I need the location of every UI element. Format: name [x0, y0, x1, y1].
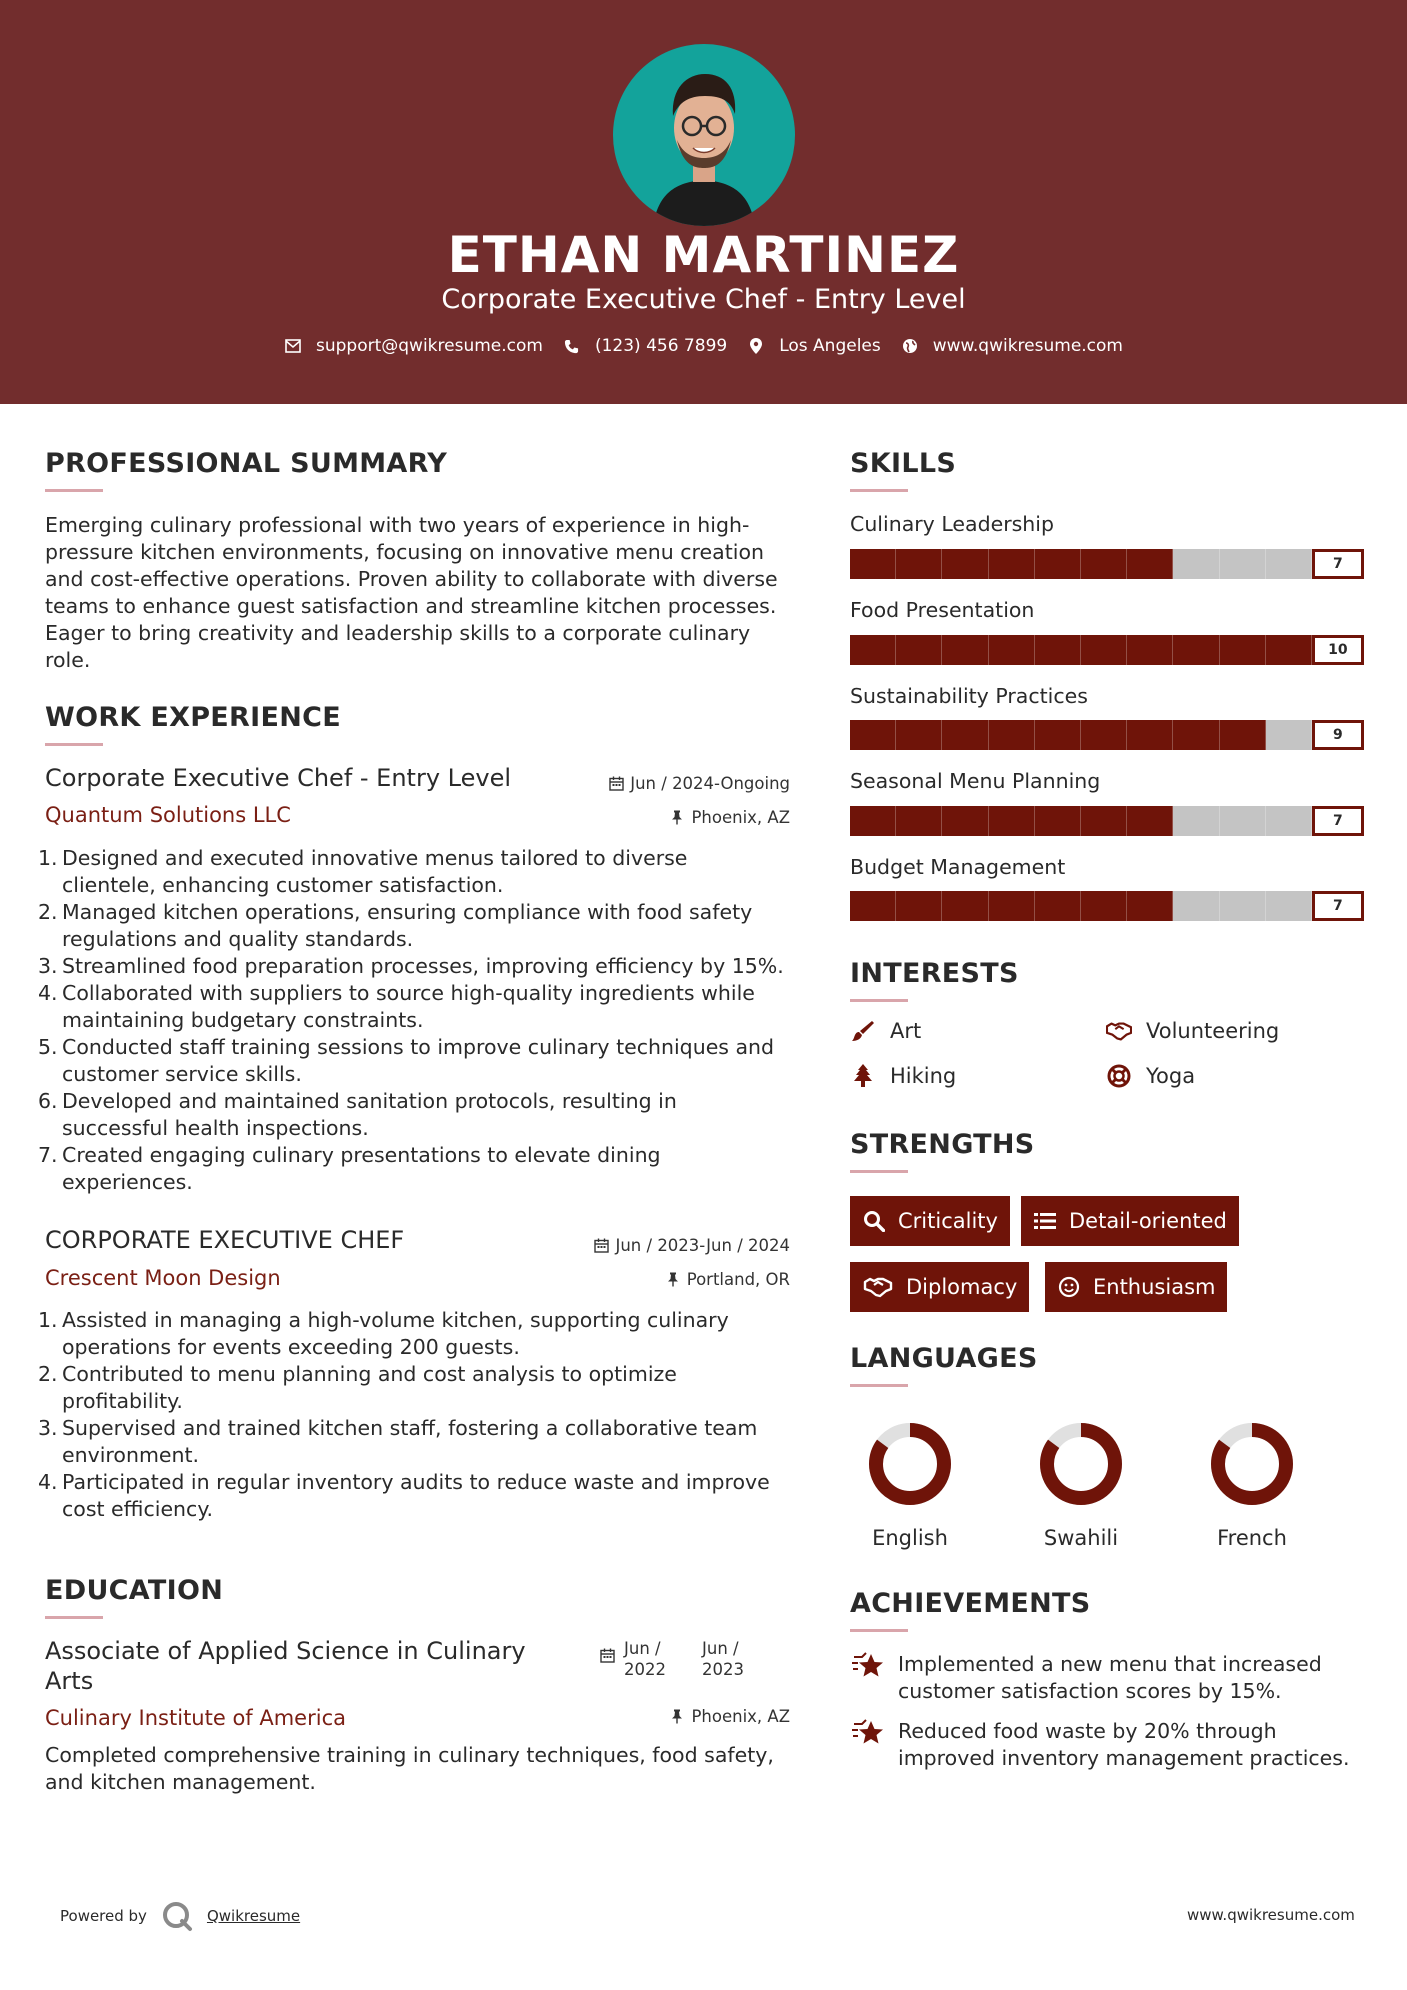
interest-label: Yoga — [1146, 1064, 1196, 1088]
skill-segment — [1266, 806, 1312, 836]
skill-segment — [1081, 720, 1127, 750]
strength-chip — [1021, 1196, 1239, 1246]
contact-location — [747, 336, 881, 356]
skill-segment — [1035, 549, 1081, 579]
pushpin-icon — [665, 1272, 681, 1288]
summary-line: Eager to bring creativity and leadership skills to a corporate culinary — [45, 621, 751, 645]
handshake-icon — [1106, 1018, 1132, 1044]
skill-value: 7 — [1312, 806, 1364, 836]
education-description: Completed comprehensive training in culinary techniques, food safety, and kitchen management. — [45, 1743, 774, 1794]
skill-segment — [1266, 635, 1312, 665]
contact-website[interactable] — [901, 336, 1123, 356]
footer-website[interactable]: www.qwikresume.com — [1187, 1906, 1355, 1924]
education-location — [600, 1707, 790, 1726]
skill-segment — [896, 549, 942, 579]
skill-name: Sustainability Practices — [850, 684, 1088, 708]
skill-segment — [1035, 806, 1081, 836]
skill-segment — [942, 806, 988, 836]
skill-segment — [896, 720, 942, 750]
achievement-item — [850, 1718, 1349, 1772]
education-heading: EDUCATION — [45, 1575, 224, 1606]
list-item: 6. Developed and maintained sanitation protocols, resulting in successful health inspections. — [38, 1089, 677, 1140]
skill-value: 9 — [1312, 720, 1364, 750]
skill-segment — [850, 891, 896, 921]
list-item: 1. Designed and executed innovative menus tailored to diverse clientele, enhancing customer satisfaction. — [38, 846, 688, 897]
strengths-heading: STRENGTHS — [850, 1129, 1035, 1160]
star-award-icon — [850, 1718, 886, 1748]
calendar-icon — [608, 776, 624, 792]
strengths-underline — [850, 1170, 908, 1173]
job-location-text: Phoenix, AZ — [691, 808, 790, 827]
company-name: Quantum Solutions LLC — [45, 803, 291, 827]
skills-heading: SKILLS — [850, 448, 957, 479]
job-date-text: Jun / 2024-Ongoing — [630, 774, 790, 793]
strength-chip — [1045, 1262, 1227, 1312]
skill-segment — [1266, 720, 1312, 750]
skill-segment — [1035, 891, 1081, 921]
candidate-title: Corporate Executive Chef - Entry Level — [441, 284, 966, 315]
skill-segment — [1035, 635, 1081, 665]
list-item: 4. Collaborated with suppliers to source high-quality ingredients while maintaining budgetary constraints. — [38, 981, 755, 1032]
education-start-date: Jun / 2022 — [624, 1639, 666, 1679]
skill-segment — [942, 891, 988, 921]
strength-chip — [850, 1196, 1010, 1246]
interest-label: Hiking — [890, 1064, 957, 1088]
star-award-icon — [850, 1651, 886, 1681]
achievement-text: Implemented a new menu that increased customer satisfaction scores by 15%. — [898, 1652, 1322, 1703]
skill-bar — [850, 806, 1364, 836]
skill-name: Seasonal Menu Planning — [850, 769, 1101, 793]
interest-item — [1106, 1018, 1279, 1044]
strength-label: Enthusiasm — [1093, 1275, 1216, 1299]
list-item: 2. Contributed to menu planning and cost analysis to optimize profitability. — [38, 1362, 677, 1413]
education-location-text: Phoenix, AZ — [691, 1707, 790, 1726]
summary-heading: PROFESSIONAL SUMMARY — [45, 448, 448, 479]
skill-value: 10 — [1312, 635, 1364, 665]
contact-email-text: support@qwikresume.com — [316, 336, 543, 356]
skill-segment — [896, 891, 942, 921]
degree-title: Associate of Applied Science in Culinary Arts — [45, 1637, 526, 1695]
education-end-date: Jun / 2023 — [702, 1639, 744, 1679]
list-item: 3. Streamlined food preparation processes, improving efficiency by 15%. — [38, 954, 784, 978]
strength-label: Diplomacy — [906, 1275, 1018, 1299]
skill-segment — [1220, 635, 1266, 665]
skill-segment — [1173, 549, 1219, 579]
skill-name: Food Presentation — [850, 598, 1035, 622]
skill-segment — [1173, 720, 1219, 750]
list-item: 3. Supervised and trained kitchen staff, fostering a collaborative team environment. — [38, 1416, 758, 1467]
skill-value: 7 — [1312, 549, 1364, 579]
footer-powered-by — [60, 1900, 300, 1932]
language-name: French — [1217, 1526, 1287, 1550]
calendar-icon — [593, 1238, 609, 1254]
job-date-text: Jun / 2023-Jun / 2024 — [615, 1236, 790, 1255]
interest-item — [850, 1063, 956, 1089]
contact-email[interactable] — [284, 336, 543, 356]
language-name: English — [872, 1526, 948, 1550]
skill-segment — [1127, 891, 1173, 921]
job-title: CORPORATE EXECUTIVE CHEF — [45, 1226, 405, 1254]
globe-icon — [901, 337, 919, 355]
job-location — [600, 1270, 790, 1289]
skill-bar — [850, 891, 1364, 921]
skill-segment — [896, 806, 942, 836]
map-pin-icon — [747, 337, 765, 355]
skill-bar — [850, 720, 1364, 750]
summary-line: and cost-effective operations. Proven ability to collaborate with diverse — [45, 567, 778, 591]
skill-segment — [989, 635, 1035, 665]
resume-header — [0, 0, 1407, 404]
achievement-text: Reduced food waste by 20% through improved inventory management practices. — [898, 1719, 1350, 1770]
contact-website-text: www.qwikresume.com — [932, 336, 1123, 356]
job-location — [600, 808, 790, 827]
education-underline — [45, 1616, 103, 1619]
achievement-item — [850, 1651, 1322, 1705]
strength-label: Criticality — [898, 1209, 998, 1233]
skill-bar — [850, 635, 1364, 665]
summary-line: teams to enhance guest satisfaction and streamline kitchen processes. — [45, 594, 777, 618]
summary-line: pressure kitchen environments, focusing on innovative menu creation — [45, 540, 764, 564]
skill-bar — [850, 549, 1364, 579]
list-item: 7. Created engaging culinary presentations to elevate dining experiences. — [38, 1143, 661, 1194]
skill-segment — [1266, 891, 1312, 921]
language-donut — [866, 1420, 954, 1508]
skill-segment — [1220, 720, 1266, 750]
interest-item — [850, 1018, 921, 1044]
contact-bar — [0, 336, 1407, 356]
language-name: Swahili — [1043, 1526, 1119, 1550]
skill-segment — [1127, 720, 1173, 750]
pushpin-icon — [669, 1709, 685, 1725]
skill-segment — [989, 720, 1035, 750]
skill-segment — [1127, 635, 1173, 665]
smile-icon — [1057, 1275, 1081, 1299]
handshake-icon — [862, 1275, 894, 1299]
list-item: 5. Conducted staff training sessions to improve culinary techniques and customer service skills. — [38, 1035, 775, 1086]
achievements-underline — [850, 1629, 908, 1632]
list-item: 4. Participated in regular inventory audits to reduce waste and improve cost efficiency. — [38, 1470, 770, 1521]
skill-name: Budget Management — [850, 855, 1066, 879]
skill-segment — [1220, 806, 1266, 836]
candidate-name: ETHAN MARTINEZ — [447, 226, 960, 284]
job-location-text: Portland, OR — [686, 1270, 790, 1289]
language-donut — [1208, 1420, 1296, 1508]
language-donut — [1037, 1420, 1125, 1508]
skill-segment — [1081, 891, 1127, 921]
experience-underline — [45, 743, 103, 746]
job-duties — [38, 1307, 808, 1523]
skill-segment — [942, 549, 988, 579]
skill-name: Culinary Leadership — [850, 512, 1054, 536]
summary-underline — [45, 489, 103, 492]
skill-segment — [1220, 549, 1266, 579]
experience-heading: WORK EXPERIENCE — [45, 702, 341, 733]
skill-segment — [989, 549, 1035, 579]
interests-heading: INTERESTS — [850, 958, 1019, 989]
skill-segment — [989, 891, 1035, 921]
powered-by-label: Powered by — [60, 1907, 147, 1925]
job-duties — [38, 845, 808, 1196]
contact-phone-text: (123) 456 7899 — [594, 336, 728, 356]
skill-segment — [850, 549, 896, 579]
job-title: Corporate Executive Chef - Entry Level — [45, 764, 512, 792]
pushpin-icon — [669, 810, 685, 826]
skill-segment — [850, 635, 896, 665]
skill-segment — [1266, 549, 1312, 579]
company-name: Crescent Moon Design — [45, 1266, 281, 1290]
skill-segment — [942, 720, 988, 750]
list-item: 1. Assisted in managing a high-volume kitchen, supporting culinary operations for events exceeding 200 guests. — [38, 1308, 729, 1359]
languages-heading: LANGUAGES — [850, 1343, 1038, 1374]
paintbrush-icon — [850, 1018, 876, 1044]
tree-icon — [850, 1063, 876, 1089]
phone-icon — [563, 337, 581, 355]
contact-phone[interactable] — [563, 336, 727, 356]
achievements-heading: ACHIEVEMENTS — [850, 1588, 1091, 1619]
profile-photo — [613, 44, 795, 226]
calendar-icon — [600, 1648, 616, 1664]
envelope-icon — [284, 337, 302, 355]
qwikresume-link[interactable]: Qwikresume — [206, 1907, 301, 1925]
list-item: 2. Managed kitchen operations, ensuring compliance with food safety regulations and quality standards. — [38, 900, 753, 951]
skill-segment — [1081, 549, 1127, 579]
skill-segment — [1127, 549, 1173, 579]
languages-underline — [850, 1384, 908, 1387]
skill-segment — [1081, 635, 1127, 665]
skill-segment — [1173, 635, 1219, 665]
interests-underline — [850, 999, 908, 1002]
interest-item — [1106, 1063, 1195, 1089]
skill-value: 7 — [1312, 891, 1364, 921]
skill-segment — [896, 635, 942, 665]
interest-label: Volunteering — [1146, 1019, 1280, 1043]
skill-segment — [1081, 806, 1127, 836]
skill-segment — [989, 806, 1035, 836]
lifering-icon — [1106, 1063, 1132, 1089]
skill-segment — [850, 720, 896, 750]
summary-line: role. — [45, 648, 91, 672]
school-name: Culinary Institute of America — [45, 1706, 346, 1730]
summary-line: Emerging culinary professional with two years of experience in high- — [45, 513, 750, 537]
skill-segment — [850, 806, 896, 836]
search-icon — [862, 1209, 886, 1233]
qwikresume-logo-icon — [161, 1900, 193, 1932]
strength-chip — [850, 1262, 1029, 1312]
skill-segment — [1035, 720, 1081, 750]
skill-segment — [1173, 806, 1219, 836]
job-date — [560, 1236, 790, 1255]
language-item — [855, 1420, 965, 1550]
language-item — [1026, 1420, 1136, 1550]
interest-label: Art — [890, 1019, 922, 1043]
list-icon — [1033, 1209, 1057, 1233]
contact-location-text: Los Angeles — [779, 336, 881, 356]
skill-segment — [1127, 806, 1173, 836]
skill-segment — [942, 635, 988, 665]
skills-underline — [850, 489, 908, 492]
strength-label: Detail-oriented — [1069, 1209, 1227, 1233]
language-item — [1197, 1420, 1307, 1550]
skill-segment — [1173, 891, 1219, 921]
job-date — [600, 774, 790, 793]
skill-segment — [1220, 891, 1266, 921]
summary-text — [45, 512, 805, 674]
